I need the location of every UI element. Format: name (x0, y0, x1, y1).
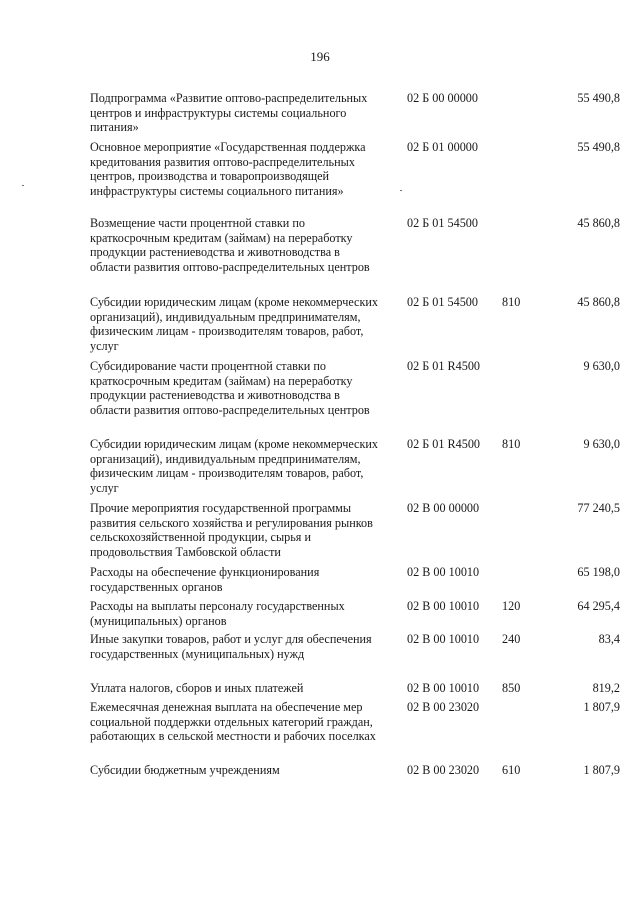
row-code: 02 Б 01 R4500 (407, 359, 481, 373)
row-code: 02 В 00 23020 (407, 700, 480, 714)
row-code: 02 В 00 10010 (407, 599, 480, 613)
row-amount: 9 630,0 (583, 359, 620, 373)
row-code: 02 В 00 10010 (407, 565, 480, 579)
row-code: 02 В 00 10010 (407, 681, 480, 695)
row-amount: 64 295,4 (577, 599, 620, 613)
row-amount: 1 807,9 (583, 763, 620, 777)
row-amount: 9 630,0 (583, 437, 620, 451)
row-description: Иные закупки товаров, работ и услуг для обеспечения государственных (муниципальных) нужд (90, 632, 372, 661)
row-expense-type: 240 (502, 632, 521, 646)
row-code: 02 В 00 23020 (407, 763, 480, 777)
row-amount: 1 807,9 (583, 700, 620, 714)
row-expense-type: 810 (502, 295, 521, 309)
row-description: Субсидии юридическим лицам (кроме некоммерческих организаций), индивидуальным предпринимателям, физическим лицам - производителям товаров, работ, услуг (90, 295, 378, 353)
page-number: 196 (310, 49, 330, 64)
row-amount: 83,4 (598, 632, 620, 646)
row-code: 02 Б 01 54500 (407, 295, 478, 309)
row-code: 02 В 00 10010 (407, 632, 480, 646)
row-amount: 55 490,8 (577, 140, 620, 154)
row-amount: 77 240,5 (577, 501, 620, 515)
row-description: Субсидии бюджетным учреждениям (90, 763, 280, 777)
row-expense-type: 120 (502, 599, 521, 613)
row-description: Субсидирование части процентной ставки по краткосрочным кредитам (займам) на переработку продукции растениеводства и животноводства в области развития оптово-распределительных центров (90, 359, 370, 417)
row-description: Ежемесячная денежная выплата на обеспечение мер социальной поддержки отдельных категорий граждан, работающих в сельской местности и рабочих поселках (90, 700, 376, 744)
row-amount: 45 860,8 (577, 295, 620, 309)
row-amount: 819,2 (592, 681, 620, 695)
row-description: Расходы на обеспечение функционирования государственных органов (90, 565, 320, 594)
row-code: 02 Б 01 54500 (407, 216, 478, 230)
row-amount: 55 490,8 (577, 91, 620, 105)
row-expense-type: 850 (502, 681, 521, 695)
row-description: Возмещение части процентной ставки по краткосрочным кредитам (займам) на переработку продукции растениеводства и животноводства в области развития оптово-распределительных центров (90, 216, 370, 274)
scan-speck (22, 185, 24, 186)
row-description: Уплата налогов, сборов и иных платежей (90, 681, 304, 695)
row-expense-type: 810 (502, 437, 521, 451)
scan-speck (400, 190, 402, 191)
row-description: Расходы на выплаты персоналу государственных (муниципальных) органов (90, 599, 345, 628)
row-description: Прочие мероприятия государственной программы развития сельского хозяйства и регулирования рынков сельскохозяйственной продукции, сырья и продовольствия Тамбовской области (90, 501, 373, 559)
row-expense-type: 610 (502, 763, 521, 777)
row-description: Основное мероприятие «Государственная поддержка кредитования развития оптово-распределительных центров, производства и товаропроизводящей инфраструктуры системы социального питания» (90, 140, 366, 198)
row-amount: 65 198,0 (577, 565, 620, 579)
row-code: 02 Б 01 00000 (407, 140, 478, 154)
row-code: 02 В 00 00000 (407, 501, 480, 515)
row-code: 02 Б 00 00000 (407, 91, 478, 105)
row-amount: 45 860,8 (577, 216, 620, 230)
row-description: Подпрограмма «Развитие оптово-распределительных центров и инфраструктуры системы социального питания» (90, 91, 368, 135)
row-code: 02 Б 01 R4500 (407, 437, 481, 451)
row-description: Субсидии юридическим лицам (кроме некоммерческих организаций), индивидуальным предпринимателям, физическим лицам - производителям товаров, работ, услуг (90, 437, 378, 495)
